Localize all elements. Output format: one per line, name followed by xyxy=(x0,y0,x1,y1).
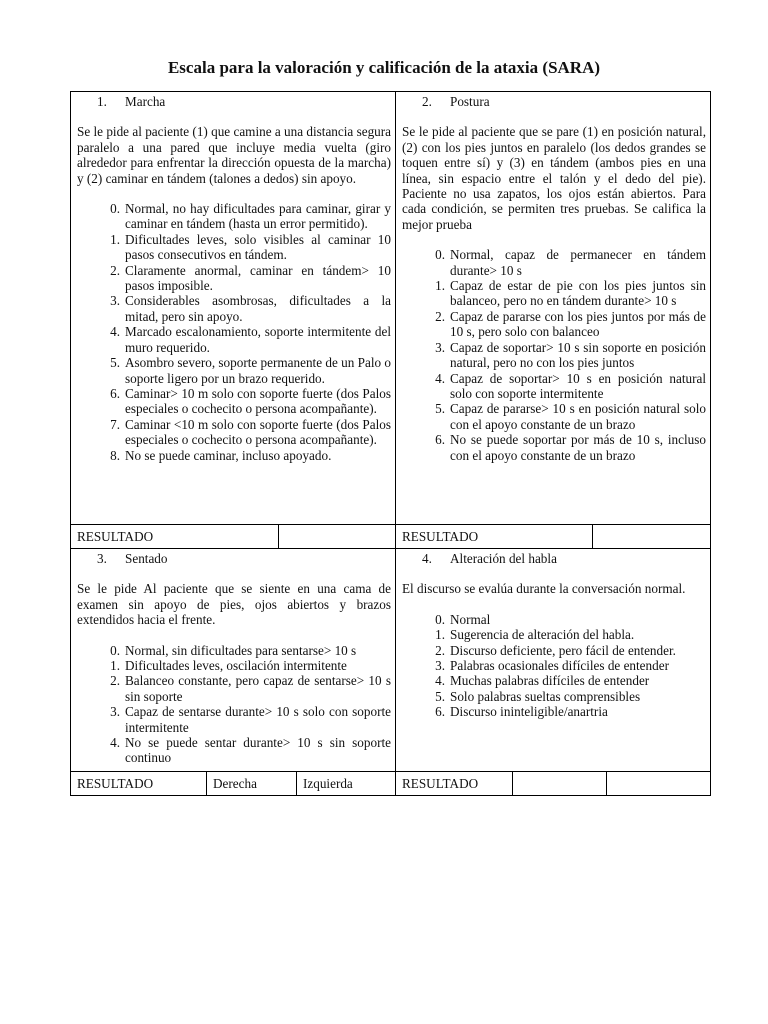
result-score-field-habla-extra[interactable] xyxy=(607,772,710,795)
score-option xyxy=(77,386,391,417)
result-row-1 xyxy=(71,524,710,549)
score-option xyxy=(402,658,706,673)
sara-form-table xyxy=(70,91,711,796)
option-number: 2. xyxy=(435,308,445,324)
option-text: Caminar> 10 m solo con soporte fuerte (dos Palos especiales o cochecito o persona acompañante). xyxy=(125,385,391,417)
option-text: Normal, sin dificultades para sentarse> 10 s xyxy=(125,642,357,658)
option-number: 3. xyxy=(435,339,445,355)
option-text: Palabras ocasionales difíciles de entender xyxy=(450,658,669,674)
option-list xyxy=(77,643,391,766)
score-option xyxy=(402,247,706,278)
option-text: No se puede sentar durante> 10 s sin soporte continuo xyxy=(125,735,391,766)
score-option xyxy=(402,309,706,340)
score-option xyxy=(402,432,706,463)
option-text: Marcado escalonamiento, soporte intermitente del muro requerido. xyxy=(125,324,391,355)
result-label: RESULTADO xyxy=(71,772,207,795)
section-title: Alteración del habla xyxy=(450,551,557,566)
section-marcha xyxy=(71,92,396,524)
form-row-1 xyxy=(71,92,710,524)
document-title: Escala para la valoración y calificación de la ataxia (SARA) xyxy=(167,58,601,77)
option-text: Sugerencia de alteración del habla. xyxy=(450,627,635,643)
option-number: 6. xyxy=(435,432,445,448)
score-option xyxy=(402,340,706,371)
option-text: Capaz de soportar> 10 s sin soporte en posición natural, pero no con los pies juntos xyxy=(450,339,706,371)
section-heading xyxy=(402,94,706,109)
section-postura xyxy=(396,92,710,524)
section-description: Se le pide al paciente que se pare (1) en posición natural, (2) con los pies juntos en paralelo (los dedos grandes se toquen entre sí) y (3) en tándem (ambos pies en una línea, sin espacio entre el talón y el dedo del pie). Paciente no usa zapatos, los ojos están abiertos. Para cada condición, se permiten tres pruebas. Se califica la mejor prueba xyxy=(402,124,706,232)
option-text: Claramente anormal, caminar en tándem> 10 pasos imposible. xyxy=(125,262,391,294)
option-number: 1. xyxy=(110,231,120,247)
option-text: Normal xyxy=(450,611,491,627)
section-title: Postura xyxy=(450,94,490,109)
option-text: Balanceo constante, pero capaz de sentarse> 10 s sin soporte xyxy=(125,673,391,704)
option-text: Discurso ininteligible/anartria xyxy=(450,704,608,720)
option-text: Capaz de estar de pie con los pies juntos sin balanceo, pero no en tándem durante> 10 s xyxy=(450,278,706,309)
result-izquierda-label: Izquierda xyxy=(297,772,396,795)
score-option xyxy=(402,612,706,627)
section-number: 2. xyxy=(422,94,432,109)
section-heading xyxy=(77,551,391,566)
option-text: Normal, capaz de permanecer en tándem durante> 10 s xyxy=(450,247,706,278)
option-number: 1. xyxy=(435,278,445,294)
score-option xyxy=(402,371,706,402)
section-heading xyxy=(402,551,706,566)
result-score-field-habla[interactable] xyxy=(513,772,607,795)
score-option xyxy=(77,448,391,463)
option-number: 6. xyxy=(110,385,120,401)
section-description: El discurso se evalúa durante la conversación normal. xyxy=(402,581,686,597)
section-habla xyxy=(396,549,710,771)
option-number: 2. xyxy=(110,673,120,689)
score-option xyxy=(77,293,391,324)
option-text: Capaz de sentarse durante> 10 s solo con soporte intermitente xyxy=(125,704,391,735)
option-text: Dificultades leves, oscilación intermitente xyxy=(125,658,347,674)
form-row-2 xyxy=(71,549,710,771)
option-number: 0. xyxy=(435,611,445,627)
option-number: 4. xyxy=(110,324,120,340)
option-number: 4. xyxy=(435,370,445,386)
option-number: 4. xyxy=(110,735,120,751)
option-text: Discurso deficiente, pero fácil de entender. xyxy=(450,642,676,658)
option-number: 3. xyxy=(110,293,120,309)
score-option xyxy=(402,643,706,658)
score-option xyxy=(402,673,706,688)
score-option xyxy=(402,627,706,642)
score-option xyxy=(77,417,391,448)
option-list xyxy=(402,612,706,720)
result-row-2 xyxy=(71,771,710,795)
option-number: 5. xyxy=(435,688,445,704)
section-title: Sentado xyxy=(125,551,168,566)
score-option xyxy=(77,232,391,263)
option-list xyxy=(402,247,706,463)
score-option xyxy=(402,689,706,704)
result-label: RESULTADO xyxy=(71,525,279,548)
score-option xyxy=(77,263,391,294)
option-number: 5. xyxy=(110,355,120,371)
option-number: 8. xyxy=(110,447,120,463)
option-text: Asombro severo, soporte permanente de un Palo o soporte ligero por un brazo requerido. xyxy=(125,355,391,386)
option-number: 7. xyxy=(110,416,120,432)
score-option xyxy=(77,643,391,658)
score-option xyxy=(402,278,706,309)
score-option xyxy=(77,704,391,735)
option-text: Capaz de pararse con los pies juntos por más de 10 s, pero solo con balanceo xyxy=(450,308,706,340)
option-text: Dificultades leves, solo visibles al caminar 10 pasos consecutivos en tándem. xyxy=(125,231,391,263)
section-description: Se le pide al paciente (1) que camine a una distancia segura paralelo a una pared que incluye media vuelta (giro alrededor para enfrentar la dirección opuesta de la marcha) y (2) caminar en tándem (talones a dedos) sin apoyo. xyxy=(77,124,391,186)
option-text: Normal, no hay dificultades para caminar, girar y caminar en tándem (hasta un error permitido). xyxy=(125,201,391,232)
option-text: Capaz de soportar> 10 s en posición natural solo con soporte intermitente xyxy=(450,370,706,401)
score-option xyxy=(402,704,706,719)
option-text: No se puede soportar por más de 10 s, incluso con el apoyo constante de un brazo xyxy=(450,432,706,463)
score-option xyxy=(77,673,391,704)
option-number: 3. xyxy=(110,704,120,720)
option-number: 2. xyxy=(435,642,445,658)
section-heading xyxy=(77,94,391,109)
score-option xyxy=(77,355,391,386)
result-label: RESULTADO xyxy=(396,525,593,548)
section-title: Marcha xyxy=(125,94,166,109)
option-number: 5. xyxy=(435,401,445,417)
option-number: 1. xyxy=(110,658,120,674)
section-description: Se le pide Al paciente que se siente en una cama de examen sin apoyo de pies, ojos abiertos y brazos extendidos hacia el frente. xyxy=(77,581,391,628)
option-number: 3. xyxy=(435,658,445,674)
option-number: 6. xyxy=(435,704,445,720)
option-number: 0. xyxy=(435,247,445,263)
score-option xyxy=(77,201,391,232)
option-number: 4. xyxy=(435,673,445,689)
result-score-field-postura[interactable] xyxy=(593,525,710,548)
score-option xyxy=(77,735,391,766)
option-number: 2. xyxy=(110,262,120,278)
option-text: Capaz de pararse> 10 s en posición natural solo con el apoyo constante de un brazo xyxy=(450,401,706,432)
option-text: Muchas palabras difíciles de entender xyxy=(450,673,650,689)
score-option xyxy=(402,401,706,432)
option-number: 1. xyxy=(435,627,445,643)
option-text: Solo palabras sueltas comprensibles xyxy=(450,688,641,704)
option-number: 0. xyxy=(110,201,120,217)
option-number: 0. xyxy=(110,642,120,658)
result-derecha-label: Derecha xyxy=(207,772,297,795)
score-option xyxy=(77,324,391,355)
section-number: 1. xyxy=(97,94,107,109)
option-list xyxy=(77,201,391,463)
section-number: 4. xyxy=(422,551,432,566)
section-number: 3. xyxy=(97,551,107,566)
option-text: Caminar <10 m solo con soporte fuerte (dos Palos especiales o cochecito o persona acompañante). xyxy=(125,416,391,448)
option-text: No se puede caminar, incluso apoyado. xyxy=(125,447,332,463)
result-label: RESULTADO xyxy=(396,772,513,795)
score-option xyxy=(77,658,391,673)
option-text: Considerables asombrosas, dificultades a la mitad, pero sin apoyo. xyxy=(125,293,391,324)
section-sentado xyxy=(71,549,396,771)
result-score-field-marcha[interactable] xyxy=(279,525,396,548)
